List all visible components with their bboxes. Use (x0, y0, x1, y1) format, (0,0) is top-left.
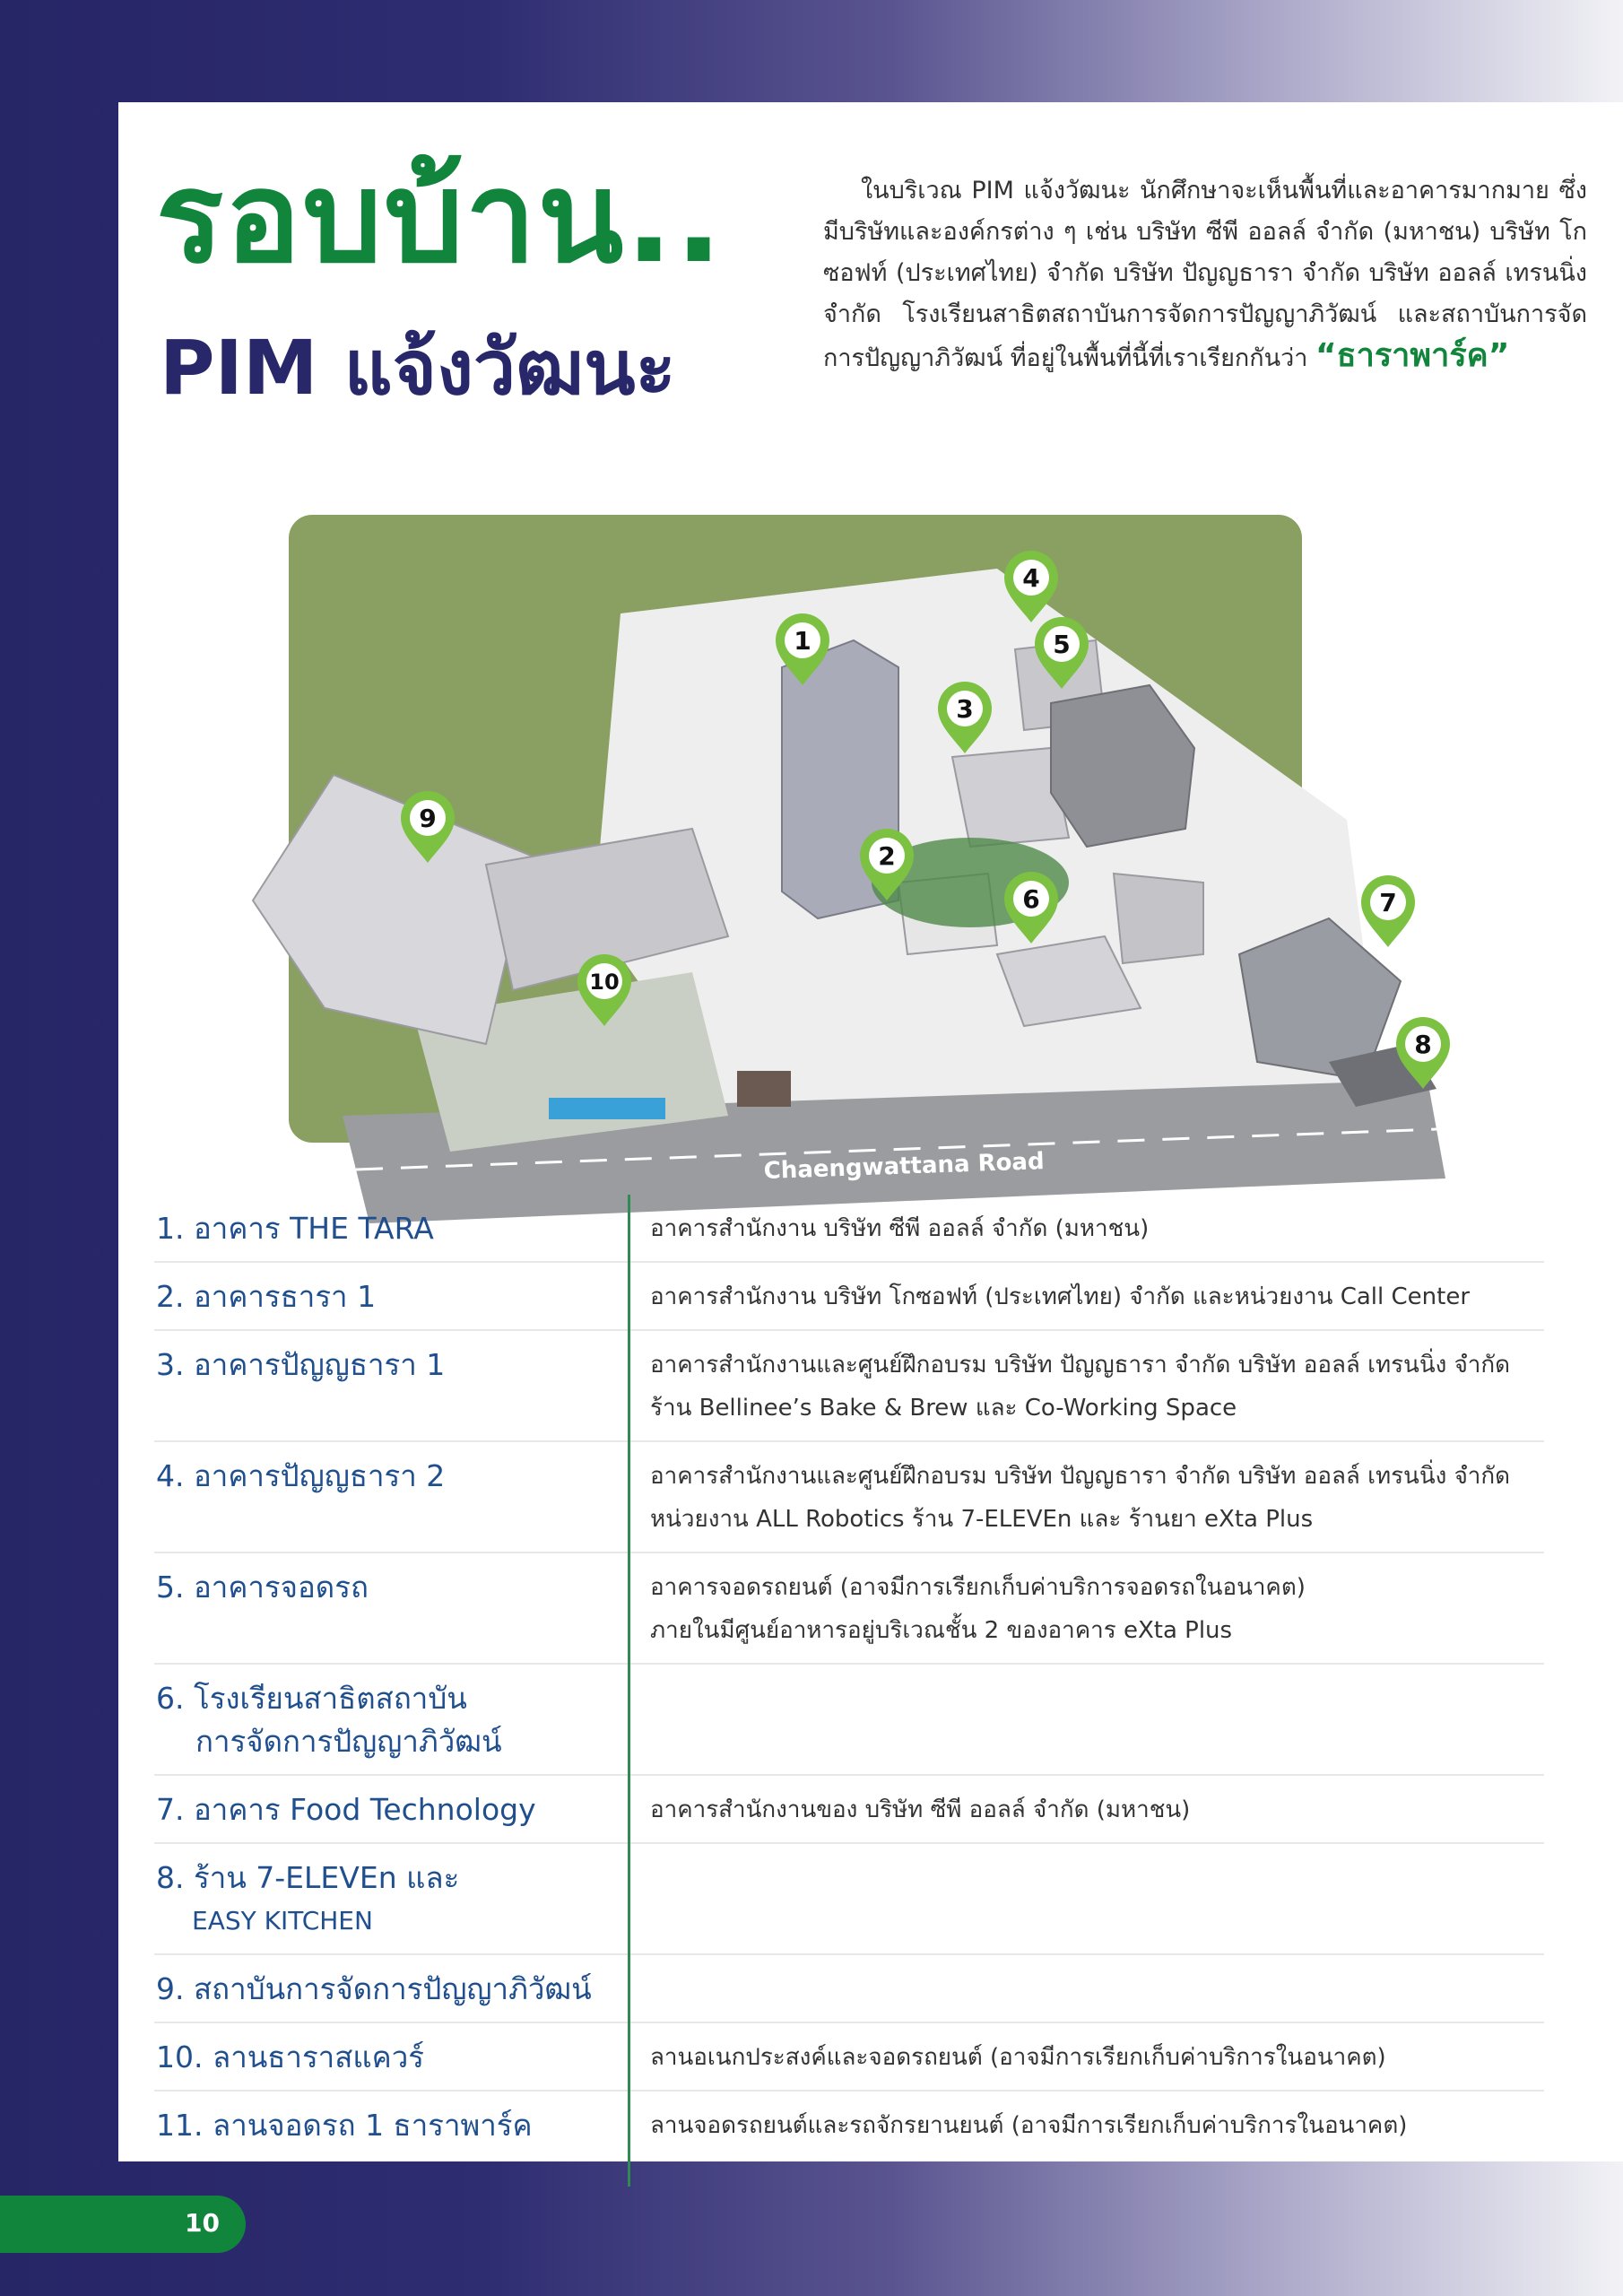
description-line: อาคารสำนักงานและศูนย์ฝึกอบรม บริษัท ปัญญธารา จำกัด บริษัท ออลล์ เทรนนิ่ง จำกัด (650, 1463, 1511, 1490)
description-line: ลานอเนกประสงค์และจอดรถยนต์ (อาจมีการเรียกเก็บค่าบริการในอนาคต) (650, 2044, 1386, 2071)
table-row (154, 1775, 1544, 1843)
marker-label-10: 10 (589, 970, 620, 995)
water-pool (549, 1098, 665, 1119)
table-row (154, 1262, 1544, 1330)
intro-highlight: “ธาราพาร์ค” (1315, 337, 1510, 374)
building-description (629, 1843, 1545, 1954)
building-description (629, 1664, 1545, 1775)
intro-paragraph (823, 170, 1587, 379)
building-name-line-2: EASY KITCHEN (192, 1906, 373, 1935)
description-line: อาคารสำนักงานของ บริษัท ซีพี ออลล์ จำกัด (มหาชน) (650, 1796, 1191, 1823)
table-row (154, 1441, 1544, 1552)
table-row (154, 2091, 1544, 2187)
building-description (629, 1552, 1545, 1664)
building-table (154, 1195, 1544, 2187)
building-description (629, 2022, 1545, 2091)
building-name: 4. อาคารปัญญธารา 2 (154, 1441, 629, 1552)
description-line: อาคารจอดรถยนต์ (อาจมีการเรียกเก็บค่าบริการจอดรถในอนาคต) (650, 1574, 1306, 1601)
marker-label-6: 6 (1022, 884, 1040, 914)
page-sheet (118, 102, 1623, 2161)
table-row (154, 1195, 1544, 1262)
marker-label-8: 8 (1414, 1030, 1432, 1059)
building-name-line-2: การจัดการปัญญาภิวัฒน์ (195, 1724, 502, 1759)
building-description (629, 1195, 1545, 1262)
table-row (154, 1552, 1544, 1664)
intro-text: ในบริเวณ PIM แจ้งวัฒนะ นักศึกษาจะเห็นพื้นที่และอาคารมากมาย ซึ่งมีบริษัทและองค์กรต่าง ๆ เช่น บริษัท ซีพี ออลล์ จำกัด (มหาชน) บริษัท โกซอฟท์ (ประเทศไทย) จำกัด บริษัท ปัญญธารา จำกัด บริษัท ออลล์ เทรนนิ่ง จำกัด โรงเรียนสาธิตสถาบันการจัดการปัญญาภิวัฒน์ และสถาบันการจัดการปัญญาภิวัฒน์ ที่อยู่ในพื้นที่นี้ที่เราเรียกกันว่า (823, 177, 1587, 372)
description-line: ภายในมีศูนย์อาหารอยู่บริเวณชั้น 2 ของอาคาร eXta Plus (650, 1617, 1233, 1644)
marker-label-4: 4 (1022, 563, 1040, 593)
building-name: 5. อาคารจอดรถ (154, 1552, 629, 1664)
building-name (154, 1843, 629, 1954)
building-name: 10. ลานธาราสแควร์ (154, 2022, 629, 2091)
building-name (154, 1664, 629, 1775)
building-description (629, 2091, 1545, 2187)
building-name: 9. สถาบันการจัดการปัญญาภิวัฒน์ (154, 1954, 629, 2022)
table-row (154, 1843, 1544, 1954)
road-label: Chaengwattana Road (763, 1148, 1046, 1185)
page-subtitle: PIM แจ้งวัฒนะ (160, 324, 676, 412)
building-name-line: 8. ร้าน 7-ELEVEn และ (156, 1860, 460, 1895)
description-line: ร้าน Bellinee’s Bake & Brew และ Co-Working Space (650, 1395, 1237, 1422)
marker-label-7: 7 (1379, 888, 1397, 918)
table-row (154, 1330, 1544, 1441)
building-description (629, 1775, 1545, 1843)
map-marker-7 (1361, 875, 1415, 947)
description-line: หน่วยงาน ALL Robotics ร้าน 7-ELEVEn และ ร้านยา eXta Plus (650, 1506, 1314, 1533)
table-row (154, 2022, 1544, 2091)
table-row (154, 1954, 1544, 2022)
marker-label-3: 3 (956, 694, 974, 724)
page-number: 10 (185, 2208, 220, 2238)
table-row (154, 1664, 1544, 1775)
page-title: รอบบ้าน.. (156, 145, 725, 291)
marker-label-9: 9 (419, 804, 437, 833)
building-name: 7. อาคาร Food Technology (154, 1775, 629, 1843)
building-description (629, 1441, 1545, 1552)
description-line: อาคารสำนักงานและศูนย์ฝึกอบรม บริษัท ปัญญธารา จำกัด บริษัท ออลล์ เทรนนิ่ง จำกัด (650, 1352, 1511, 1378)
building-name-line: 6. โรงเรียนสาธิตสถาบัน (156, 1681, 467, 1716)
building-name: 3. อาคารปัญญธารา 1 (154, 1330, 629, 1441)
building-description (629, 1330, 1545, 1441)
description-line: อาคารสำนักงาน บริษัท โกซอฟท์ (ประเทศไทย) จำกัด และหน่วยงาน Call Center (650, 1283, 1471, 1310)
campus-map (190, 452, 1562, 1259)
marker-label-5: 5 (1053, 630, 1071, 659)
building-description (629, 1262, 1545, 1330)
building-description (629, 1954, 1545, 2022)
campus-map-illustration (190, 452, 1562, 1259)
building-name: 1. อาคาร THE TARA (154, 1195, 629, 1262)
description-line: ลานจอดรถยนต์และรถจักรยานยนต์ (อาจมีการเรียกเก็บค่าบริการในอนาคต) (650, 2112, 1408, 2139)
building-6-annex (1114, 874, 1203, 963)
building-10 (737, 1071, 791, 1107)
description-line: อาคารสำนักงาน บริษัท ซีพี ออลล์ จำกัด (มหาชน) (650, 1215, 1150, 1242)
marker-label-1: 1 (794, 626, 812, 656)
building-name: 2. อาคารธารา 1 (154, 1262, 629, 1330)
marker-label-2: 2 (878, 841, 896, 871)
building-name: 11. ลานจอดรถ 1 ธาราพาร์ค (154, 2091, 629, 2187)
